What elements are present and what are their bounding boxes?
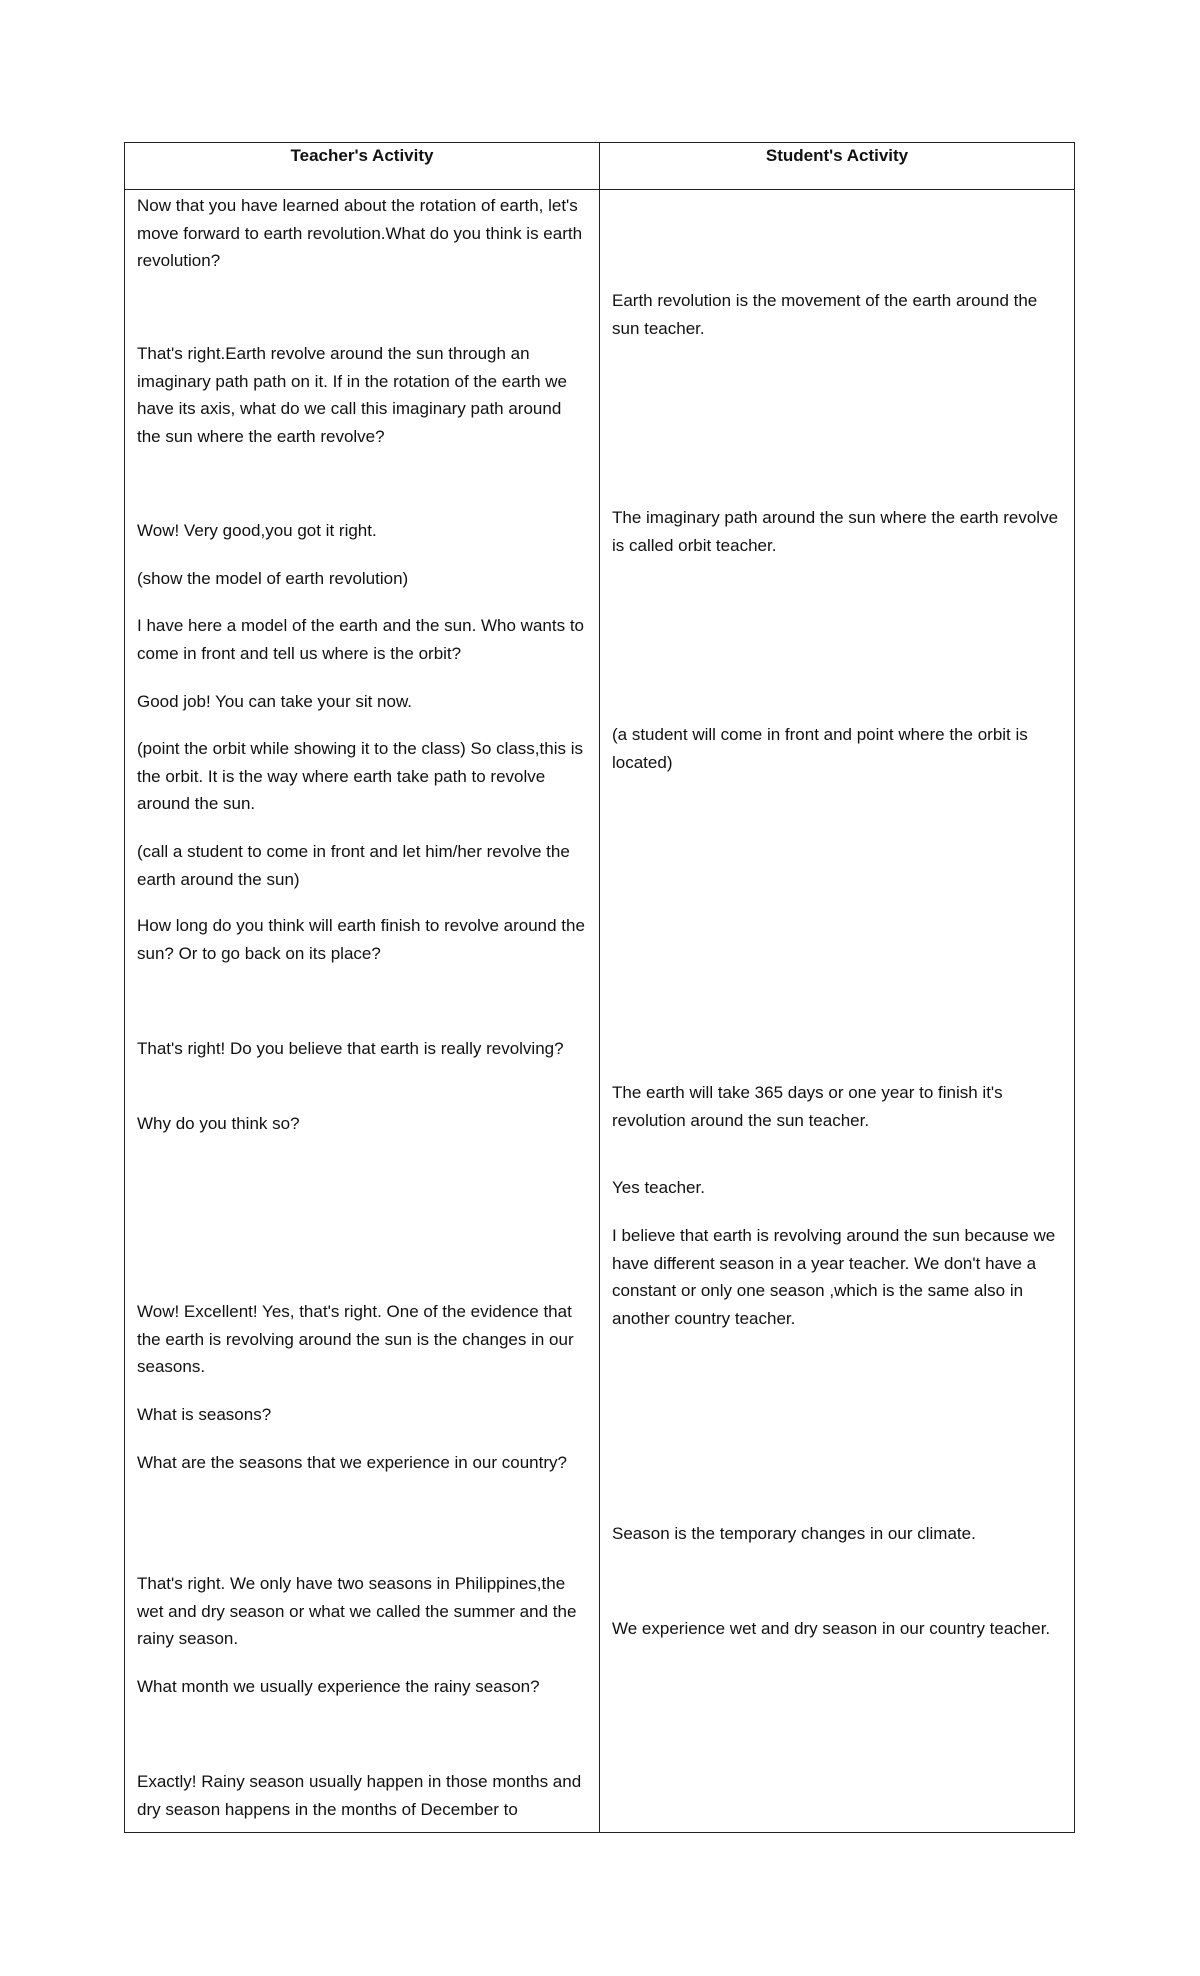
activity-table (124, 142, 1075, 1833)
teacher-paragraph: That's right! Do you believe that earth is really revolving? (137, 1039, 564, 1058)
teacher-paragraph: What month we usually experience the rainy season? (137, 1677, 540, 1696)
teacher-paragraph: Why do you think so? (137, 1114, 300, 1133)
table-header-row (125, 143, 1075, 190)
student-paragraph: The imaginary path around the sun where the earth revolve is called orbit teacher. (612, 508, 1059, 555)
student-paragraph: We experience wet and dry season in our country teacher. (612, 1619, 1051, 1638)
teacher-paragraph: That's right.Earth revolve around the sun through an imaginary path path on it. If in the rotation of the earth we have its axis, what do we call this imaginary path around the sun where the earth revolve? (137, 344, 567, 446)
teacher-activity-header: Teacher's Activity (125, 143, 600, 190)
student-paragraph: (a student will come in front and point where the orbit is located) (612, 725, 1028, 772)
student-paragraph: Yes teacher. (612, 1178, 705, 1197)
teacher-paragraph: (point the orbit while showing it to the class) So class,this is the orbit. It is the way where earth take path to revolve around the sun. (137, 739, 583, 813)
student-paragraph: Earth revolution is the movement of the earth around the sun teacher. (612, 291, 1038, 338)
teacher-paragraph: How long do you think will earth finish to revolve around the sun? Or to go back on its place? (137, 916, 585, 963)
teacher-paragraph: I have here a model of the earth and the sun. Who wants to come in front and tell us where is the orbit? (137, 616, 584, 663)
teacher-paragraph: What are the seasons that we experience in our country? (137, 1453, 567, 1472)
teacher-paragraph: Now that you have learned about the rotation of earth, let's move forward to earth revolution.What do you think is earth revolution? (137, 196, 583, 270)
student-paragraph: Season is the temporary changes in our climate. (612, 1524, 976, 1543)
teacher-paragraph: (call a student to come in front and let him/her revolve the earth around the sun) (137, 842, 570, 889)
teacher-paragraph: (show the model of earth revolution) (137, 569, 409, 588)
student-activity-column (600, 190, 1075, 1833)
table-body-row (125, 190, 1075, 1833)
teacher-paragraph: That's right. We only have two seasons in Philippines,the wet and dry season or what we called the summer and the rainy season. (137, 1574, 577, 1648)
student-paragraph: I believe that earth is revolving around the sun because we have different season in a year teacher. We don't have a constant or only one season ,which is the same also in another country teacher. (612, 1226, 1056, 1328)
teacher-paragraph: What is seasons? (137, 1405, 272, 1424)
teacher-activity-column (125, 190, 600, 1833)
student-activity-header: Student's Activity (600, 143, 1075, 190)
teacher-paragraph: Wow! Excellent! Yes, that's right. One of the evidence that the earth is revolving around the sun is the changes in our seasons. (137, 1302, 574, 1376)
teacher-paragraph: Wow! Very good,you got it right. (137, 521, 377, 540)
student-paragraph: The earth will take 365 days or one year to finish it's revolution around the sun teacher. (612, 1083, 1003, 1130)
teacher-paragraph: Exactly! Rainy season usually happen in those months and dry season happens in the months of December to (137, 1772, 582, 1819)
teacher-paragraph: Good job! You can take your sit now. (137, 692, 413, 711)
